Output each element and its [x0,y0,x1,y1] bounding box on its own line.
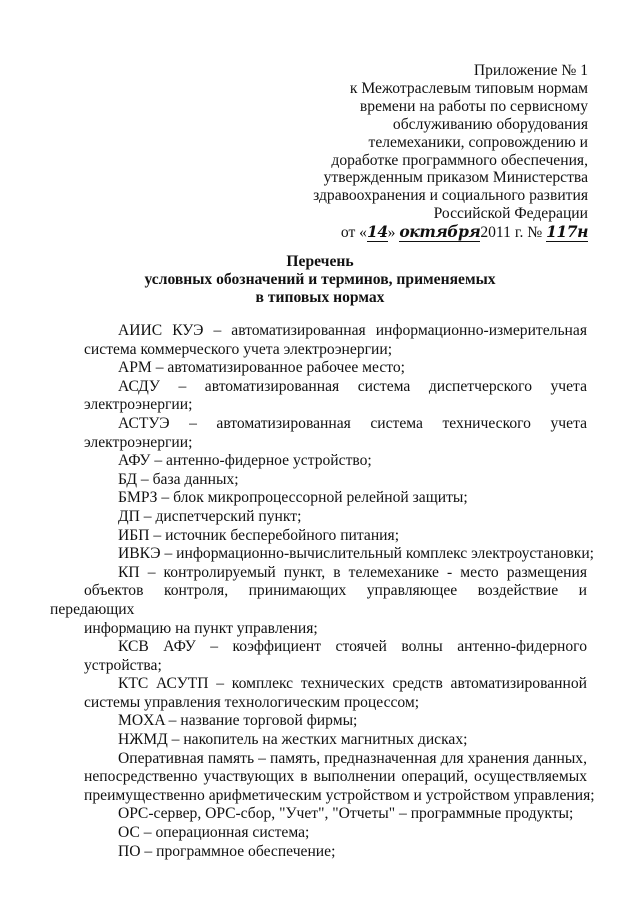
term-entry [84,415,587,452]
title-line: условных обозначений и терминов, применяемых [144,270,496,288]
appendix-line: доработке программного обеспечения, [331,151,588,169]
term-line: OPC-сервер, OPC-сбор, "Учет", "Отчеты" – программные продукты; [118,805,574,823]
term-entry [84,545,595,564]
term-line: устройства; [84,656,162,674]
term-entry [84,508,587,527]
term-line: ПО – программное обеспечение; [118,842,336,860]
title-line: в типовых нормах [255,288,385,306]
term-entry [84,471,587,490]
appendix-line: Российской Федерации [433,205,588,223]
term-line: ИБП – источник бесперебойного питания; [118,526,400,544]
appendix-line: здравоохранения и социального развития [313,187,588,205]
term-entry [50,563,587,638]
term-line: АФУ – антенно-фидерное устройство; [118,452,372,470]
date-year: 2011 г. [480,224,524,242]
date-separator: » [387,224,396,242]
term-line: НЖМД – накопитель на жестких магнитных дисках; [118,731,468,749]
term-line: АРМ – автоматизированное рабочее место; [118,359,405,377]
term-line: КП – контролируемый пункт, в телемеханике - место размещения [118,563,587,581]
term-line: КСВ АФУ – коэффициент стоячей волны антенно-фидерного [118,638,587,656]
term-line: электроэнергии; [84,433,193,451]
appendix-line: утвержденным приказом Министерства [323,169,588,187]
appendix-header [258,62,588,242]
document-title [0,253,640,306]
term-line: система коммерческого учета электроэнергии; [84,340,393,358]
term-entry [84,843,587,862]
term-entry [84,712,587,731]
term-line: ИВКЭ – информационно-вычислительный комплекс электроустановки; [118,545,595,563]
appendix-line: времени на работы по сервисному [359,97,588,115]
term-line: АИИС КУЭ – автоматизированная информационно-измерительная [118,322,587,339]
term-entry [84,805,587,824]
term-line: информацию на пункт управления; [84,619,318,637]
date-month-handwritten: октября [399,222,481,242]
term-entry [84,824,587,843]
term-line: Оперативная память – память, предназначенная для хранения данных, [118,749,587,767]
appendix-line: Приложение № 1 [473,62,588,79]
number-prefix: № [527,224,543,242]
term-line: ОС – операционная система; [118,824,310,842]
title-line: Перечень [286,253,354,270]
term-entry [84,527,587,546]
term-entry [84,359,587,378]
term-entry [84,675,587,712]
term-line: ДП – диспетчерский пункт; [118,507,302,525]
appendix-line: к Межотраслевым типовым нормам [349,79,588,97]
term-line: БД – база данных; [118,470,239,488]
term-line: непосредственно участвующих в выполнении операций, осуществляемых [84,768,587,786]
term-entry [84,489,587,508]
term-line: БМРЗ – блок микропроцессорной релейной защиты; [118,489,468,507]
date-day-handwritten: 14 [366,222,388,242]
appendix-line: телемеханики, сопровождению и [368,133,588,151]
term-entry [84,749,595,806]
term-line: преимущественно арифметическим устройством и устройством управления; [84,786,595,804]
term-entry [84,378,587,415]
term-line: АСДУ – автоматизированная система диспетчерского учета [118,377,587,395]
term-entry [84,638,587,675]
term-entry [84,731,587,750]
term-line: АСТУЭ – автоматизированная система технического учета [118,414,587,432]
term-line: электроэнергии; [84,396,193,414]
term-line: объектов контроля, принимающих управляющее воздействие и передающих [50,582,587,618]
term-line: КТС АСУТП – комплекс технических средств автоматизированной [118,675,587,693]
order-date-line [258,223,588,242]
terms-list [50,322,595,861]
term-line: MOXA – название торговой фирмы; [118,712,358,730]
term-entry [84,452,587,471]
term-entry [84,322,587,359]
date-prefix: от « [340,224,367,242]
appendix-line: обслуживанию оборудования [392,115,588,133]
term-line: системы управления технологическим процессом; [84,693,420,711]
order-number-handwritten: 117н [546,222,588,242]
